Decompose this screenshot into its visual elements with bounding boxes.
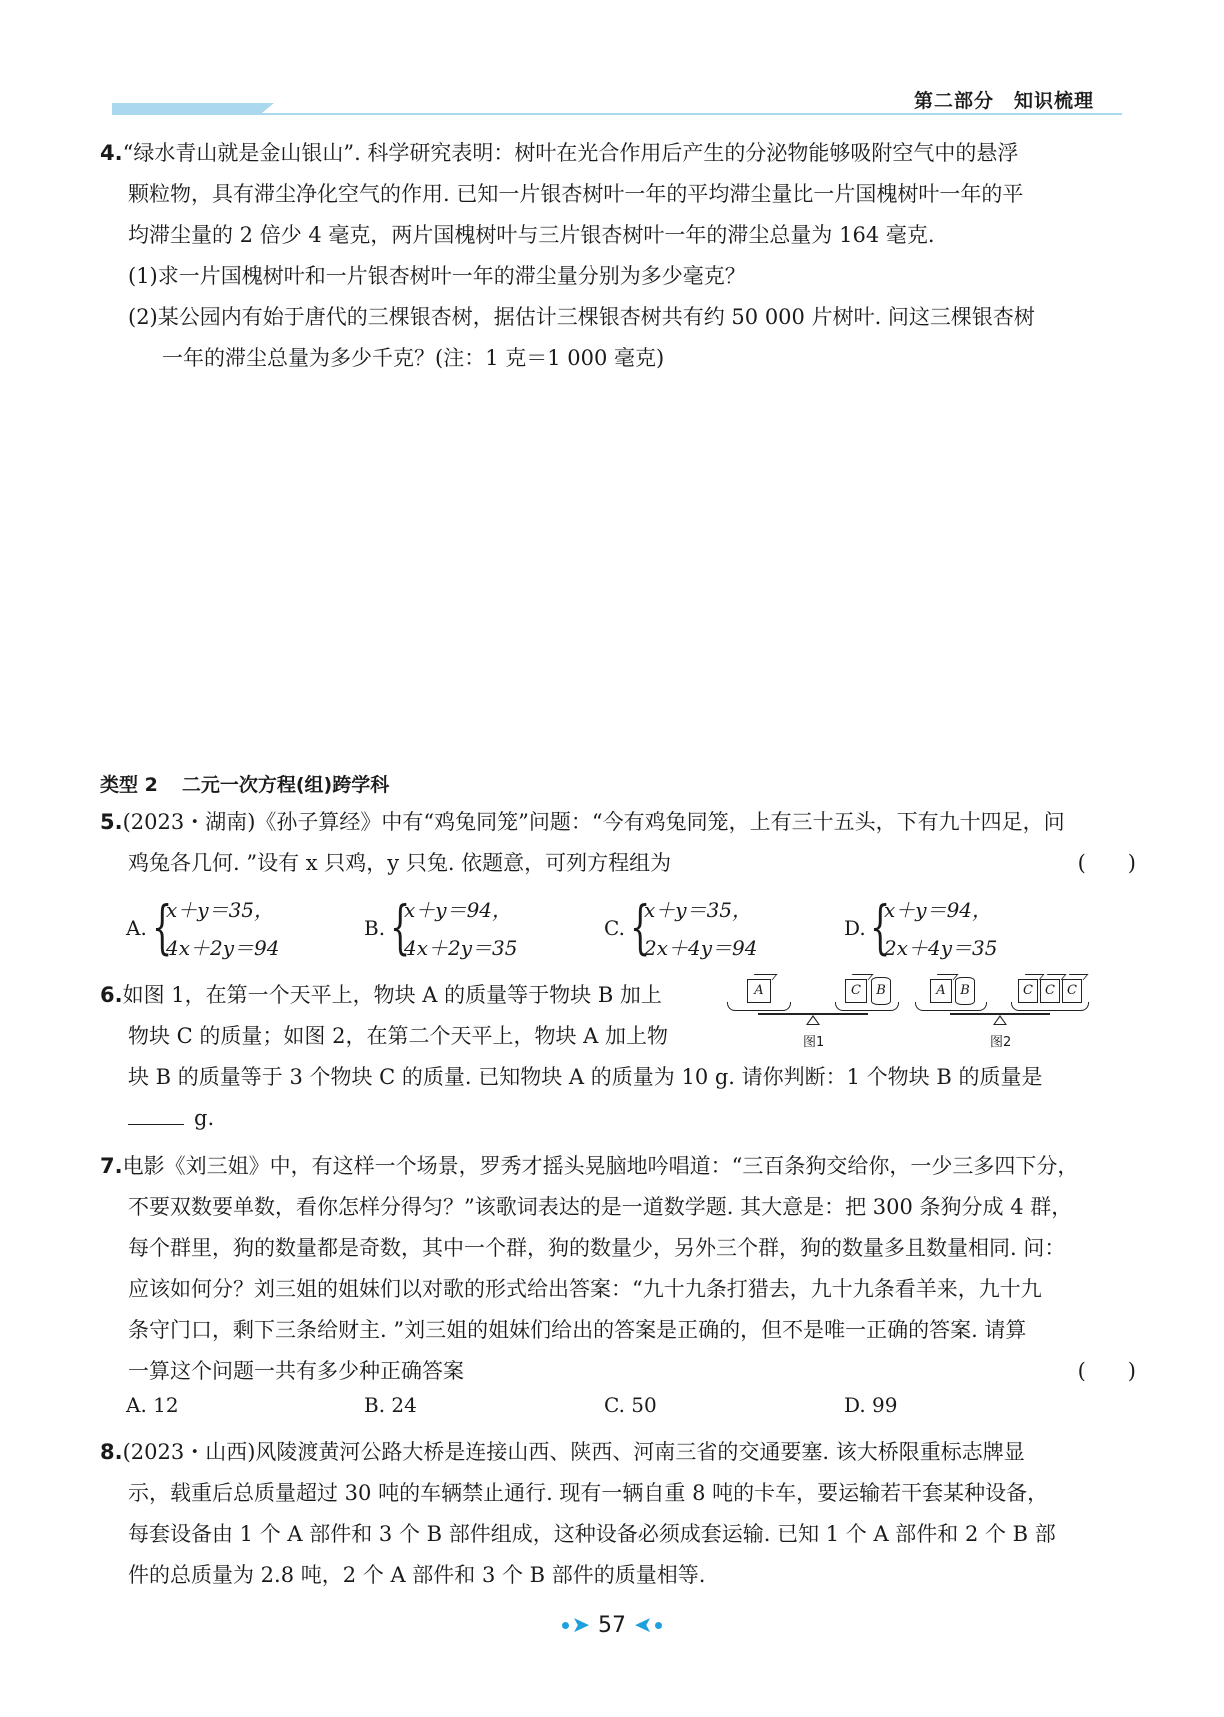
header-section: 知识梳理 (1013, 90, 1094, 112)
equation-1: x＋y＝94， (404, 898, 513, 922)
question-4 (100, 133, 1140, 379)
option-d[interactable]: D. 99 (844, 1393, 898, 1417)
equation-2: 2x＋4y＝35 (884, 936, 998, 960)
right-pan (1011, 1002, 1089, 1011)
answer-blank[interactable] (128, 1100, 184, 1125)
equation-2: 2x＋4y＝94 (644, 936, 758, 960)
block-a: A (747, 979, 771, 1003)
question-text: (2023・山西)风陵渡黄河公路大桥是连接山西、陕西、河南三省的交通要塞. 该大桥限重标志牌显 (122, 1440, 1025, 1464)
question-text: 件的总质量为 2.8 吨，2 个 A 部件和 3 个 B 部件的质量相等. (128, 1563, 706, 1587)
page-number: 57 (598, 1612, 626, 1638)
fulcrum-icon (806, 1015, 820, 1025)
question-text: 条守门口，剩下三条给财主. ”刘三姐的姐妹们给出的答案是正确的，但不是唯一正确的答案. 请算 (128, 1318, 1027, 1342)
sub-question-2-cont: 一年的滞尘总量为多少千克？(注：1 克＝1 000 毫克) (162, 346, 665, 370)
header-part: 第二部分 (913, 90, 994, 112)
q7-options (126, 1393, 1126, 1423)
dot-icon (655, 1622, 662, 1629)
equation-2: 4x＋2y＝35 (404, 936, 518, 960)
question-text: 一算这个问题一共有多少种正确答案 (128, 1359, 464, 1383)
question-text: 每套设备由 1 个 A 部件和 3 个 B 部件组成，这种设备必须成套运输. 已知 1 个 A 部件和 2 个 B 部 (128, 1522, 1056, 1546)
answer-bracket: ( ) (1077, 851, 1136, 875)
question-text: 均滞尘量的 2 倍少 4 毫克，两片国槐树叶与三片银杏树叶一年的滞尘总量为 164 毫克. (128, 223, 935, 247)
option-c[interactable]: C. 50 (604, 1393, 657, 1417)
option-a[interactable]: A. 12 (126, 1393, 179, 1417)
option-b[interactable]: B. 24 (364, 1393, 417, 1417)
equation-1: x＋y＝35， (644, 898, 753, 922)
section-name: 二元一次方程(组)跨学科 (181, 774, 390, 796)
brace-icon: { (630, 893, 651, 961)
question-number: 5. (100, 810, 123, 834)
arrow-left-icon: ➤ (634, 1612, 653, 1638)
figure-label: 图2 (990, 1035, 1012, 1050)
question-text: 应该如何分？刘三姐的姐妹们以对歌的形式给出答案：“九十九条打猎去，九十九条看羊来，九十九 (128, 1277, 1042, 1301)
header-title (914, 86, 1094, 113)
sub-question-1: (1)求一片国槐树叶和一片银杏树叶一年的滞尘量分别为多少毫克？ (128, 264, 746, 288)
block-b: B (955, 977, 975, 1005)
question-text: 鸡兔各几何. ”设有 x 只鸡，y 只兔. 依题意，可列方程组为 (128, 851, 672, 875)
fulcrum-icon (993, 1015, 1007, 1025)
question-text: 块 B 的质量等于 3 个物块 C 的质量. 已知物块 A 的质量为 10 g. 请你判断：1 个物块 B 的质量是 (128, 1065, 1043, 1089)
brace-icon: { (870, 893, 891, 961)
brace-icon: { (390, 893, 411, 961)
left-pan (727, 1002, 791, 1011)
brace-icon: { (152, 893, 173, 961)
question-number: 7. (100, 1154, 123, 1178)
equation-1: x＋y＝35， (166, 898, 275, 922)
arrow-right-icon: ➤ (571, 1612, 590, 1638)
page-footer (0, 1612, 1224, 1638)
dot-icon (562, 1622, 569, 1629)
question-text: 物块 C 的质量；如图 2，在第二个天平上，物块 A 加上物 (128, 1024, 668, 1048)
sub-question-2: (2)某公园内有始于唐代的三棵银杏树，据估计三棵银杏树共有约 50 000 片树叶. 问这三棵银杏树 (128, 305, 1035, 329)
question-text: (2023・湖南)《孙子算经》中有“鸡兔同笼”问题：“今有鸡兔同笼，上有三十五头，下有九十四足，问 (122, 810, 1065, 834)
question-text: 电影《刘三姐》中，有这样一个场景，罗秀才摇头晃脑地吟唱道：“三百条狗交给你，一少三多四下分， (122, 1154, 1079, 1178)
question-text: 示，载重后总质量超过 30 吨的车辆禁止通行. 现有一辆自重 8 吨的卡车，要运输若干套某种设备， (128, 1481, 1049, 1505)
question-number: 8. (100, 1440, 123, 1464)
question-number: 6. (100, 983, 123, 1007)
block-c: C (1040, 979, 1060, 1003)
block-c: C (1018, 979, 1038, 1003)
question-text: 每个群里，狗的数量都是奇数，其中一个群，狗的数量少，另外三个群，狗的数量多且数量相同. 问： (128, 1236, 1066, 1260)
answer-bracket: ( ) (1077, 1359, 1136, 1383)
block-a: A (930, 979, 952, 1003)
option-label: C. (604, 916, 625, 940)
balance-figures (715, 975, 1115, 1055)
left-pan (915, 1002, 987, 1011)
equation-1: x＋y＝94， (884, 898, 993, 922)
block-c: C (845, 979, 867, 1003)
question-8 (100, 1432, 1140, 1596)
question-text: 如图 1，在第一个天平上，物块 A 的质量等于物块 B 加上 (122, 983, 662, 1007)
option-label: A. (126, 916, 147, 940)
block-b: B (871, 977, 891, 1005)
block-c: C (1062, 979, 1082, 1003)
question-text: “绿水青山就是金山银山”. 科学研究表明：树叶在光合作用后产生的分泌物能够吸附空气中的悬浮 (122, 141, 1019, 165)
figure-label: 图1 (803, 1035, 825, 1050)
option-label: D. (844, 916, 866, 940)
question-text: 不要双数要单数，看你怎样分得匀？”该歌词表达的是一道数学题. 其大意是：把 300 条狗分成 4 群， (128, 1195, 1073, 1219)
question-text: g. (194, 1106, 215, 1130)
equation-2: 4x＋2y＝94 (166, 936, 280, 960)
right-pan (835, 1002, 899, 1011)
question-number: 4. (100, 141, 123, 165)
question-text: 颗粒物，具有滞尘净化空气的作用. 已知一片银杏树叶一年的平均滞尘量比一片国槐树叶一年的平 (128, 182, 1024, 206)
section-title (100, 770, 389, 797)
section-label: 类型 2 (100, 774, 158, 796)
question-7 (100, 1146, 1140, 1392)
question-5 (100, 802, 1140, 884)
option-label: B. (364, 916, 386, 940)
